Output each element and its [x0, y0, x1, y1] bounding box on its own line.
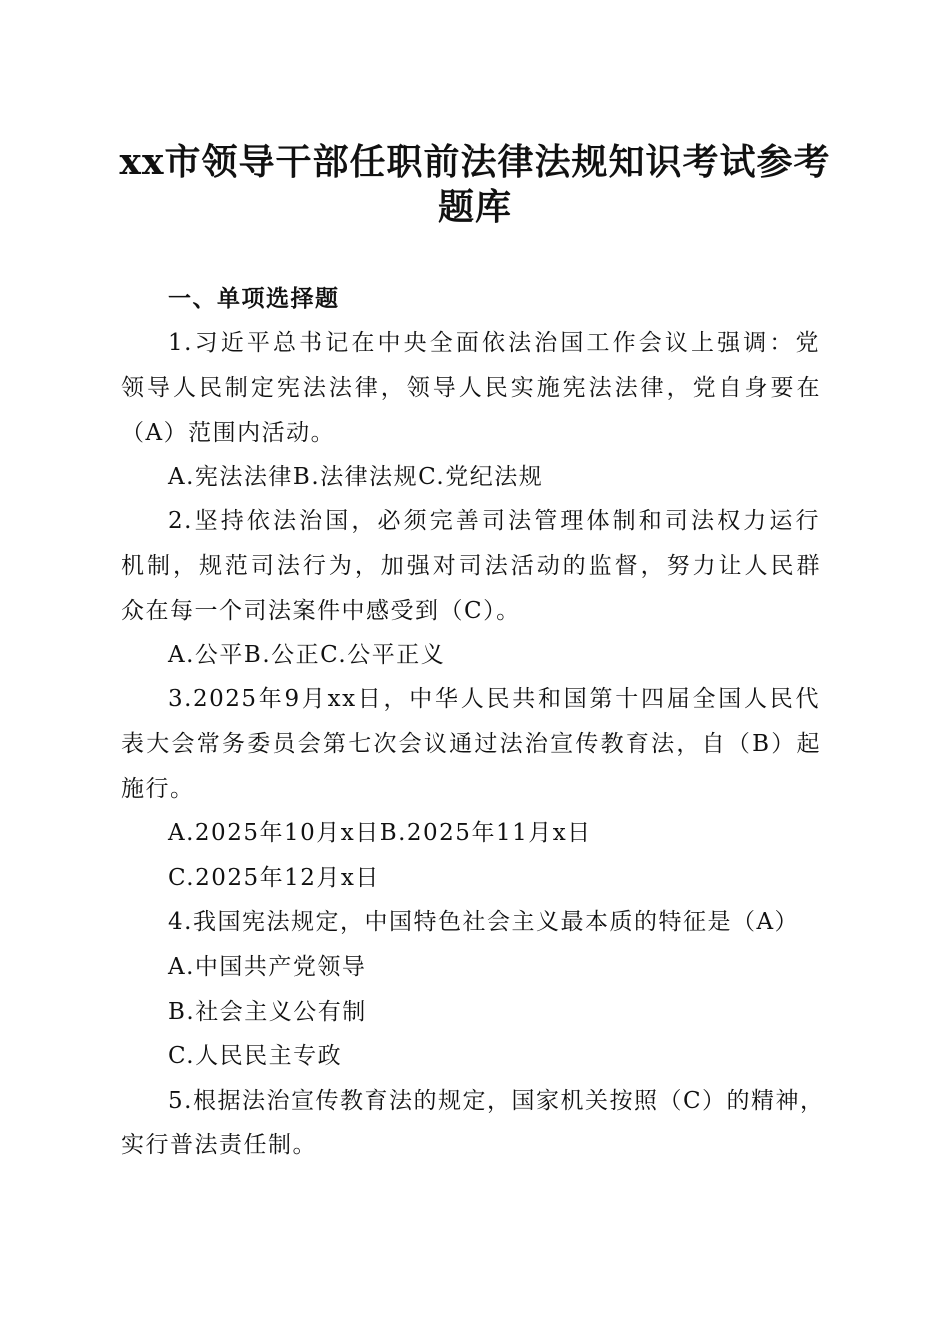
- section-heading: 一、单项选择题: [168, 286, 340, 312]
- question-3-options-2: C.2025年12月x日: [168, 865, 380, 891]
- document-title-line-2: 题库: [437, 186, 512, 228]
- question-3-line-2: 表大会常务委员会第七次会议通过法治宣传教育法，自（B）起: [121, 731, 821, 757]
- question-3-line-1: 3.2025年9月xx日，中华人民共和国第十四届全国人民代: [168, 686, 820, 712]
- question-4-line-1: 4.我国宪法规定，中国特色社会主义最本质的特征是（A）: [168, 909, 800, 935]
- question-1-line-1: 1.习近平总书记在中央全面依法治国工作会议上强调：党: [168, 330, 820, 356]
- document-title-line-1: xx市领导干部任职前法律法规知识考试参考: [119, 141, 831, 183]
- question-2-line-3: 众在每一个司法案件中感受到（C）。: [121, 598, 521, 624]
- question-1-line-3: （A）范围内活动。: [121, 420, 336, 446]
- question-2-line-2: 机制，规范司法行为，加强对司法活动的监督，努力让人民群: [121, 553, 821, 579]
- question-1-line-2: 领导人民制定宪法法律，领导人民实施宪法法律，党自身要在: [121, 375, 821, 401]
- question-2-options: A.公平B.公正C.公平正义: [168, 642, 446, 668]
- question-2-line-1: 2.坚持依法治国，必须完善司法管理体制和司法权力运行: [168, 508, 820, 534]
- question-5-line-2: 实行普法责任制。: [121, 1132, 317, 1158]
- question-5-line-1: 5.根据法治宣传教育法的规定，国家机关按照（C）的精神，: [168, 1088, 825, 1114]
- question-3-options-1: A.2025年10月x日B.2025年11月x日: [168, 820, 592, 846]
- question-4-option-c: C.人民民主专政: [168, 1043, 343, 1069]
- question-3-line-3: 施行。: [121, 776, 195, 802]
- question-4-option-a: A.中国共产党领导: [168, 954, 367, 980]
- question-1-options: A.宪法法律B.法律法规C.党纪法规: [168, 464, 544, 490]
- question-4-option-b: B.社会主义公有制: [168, 999, 367, 1025]
